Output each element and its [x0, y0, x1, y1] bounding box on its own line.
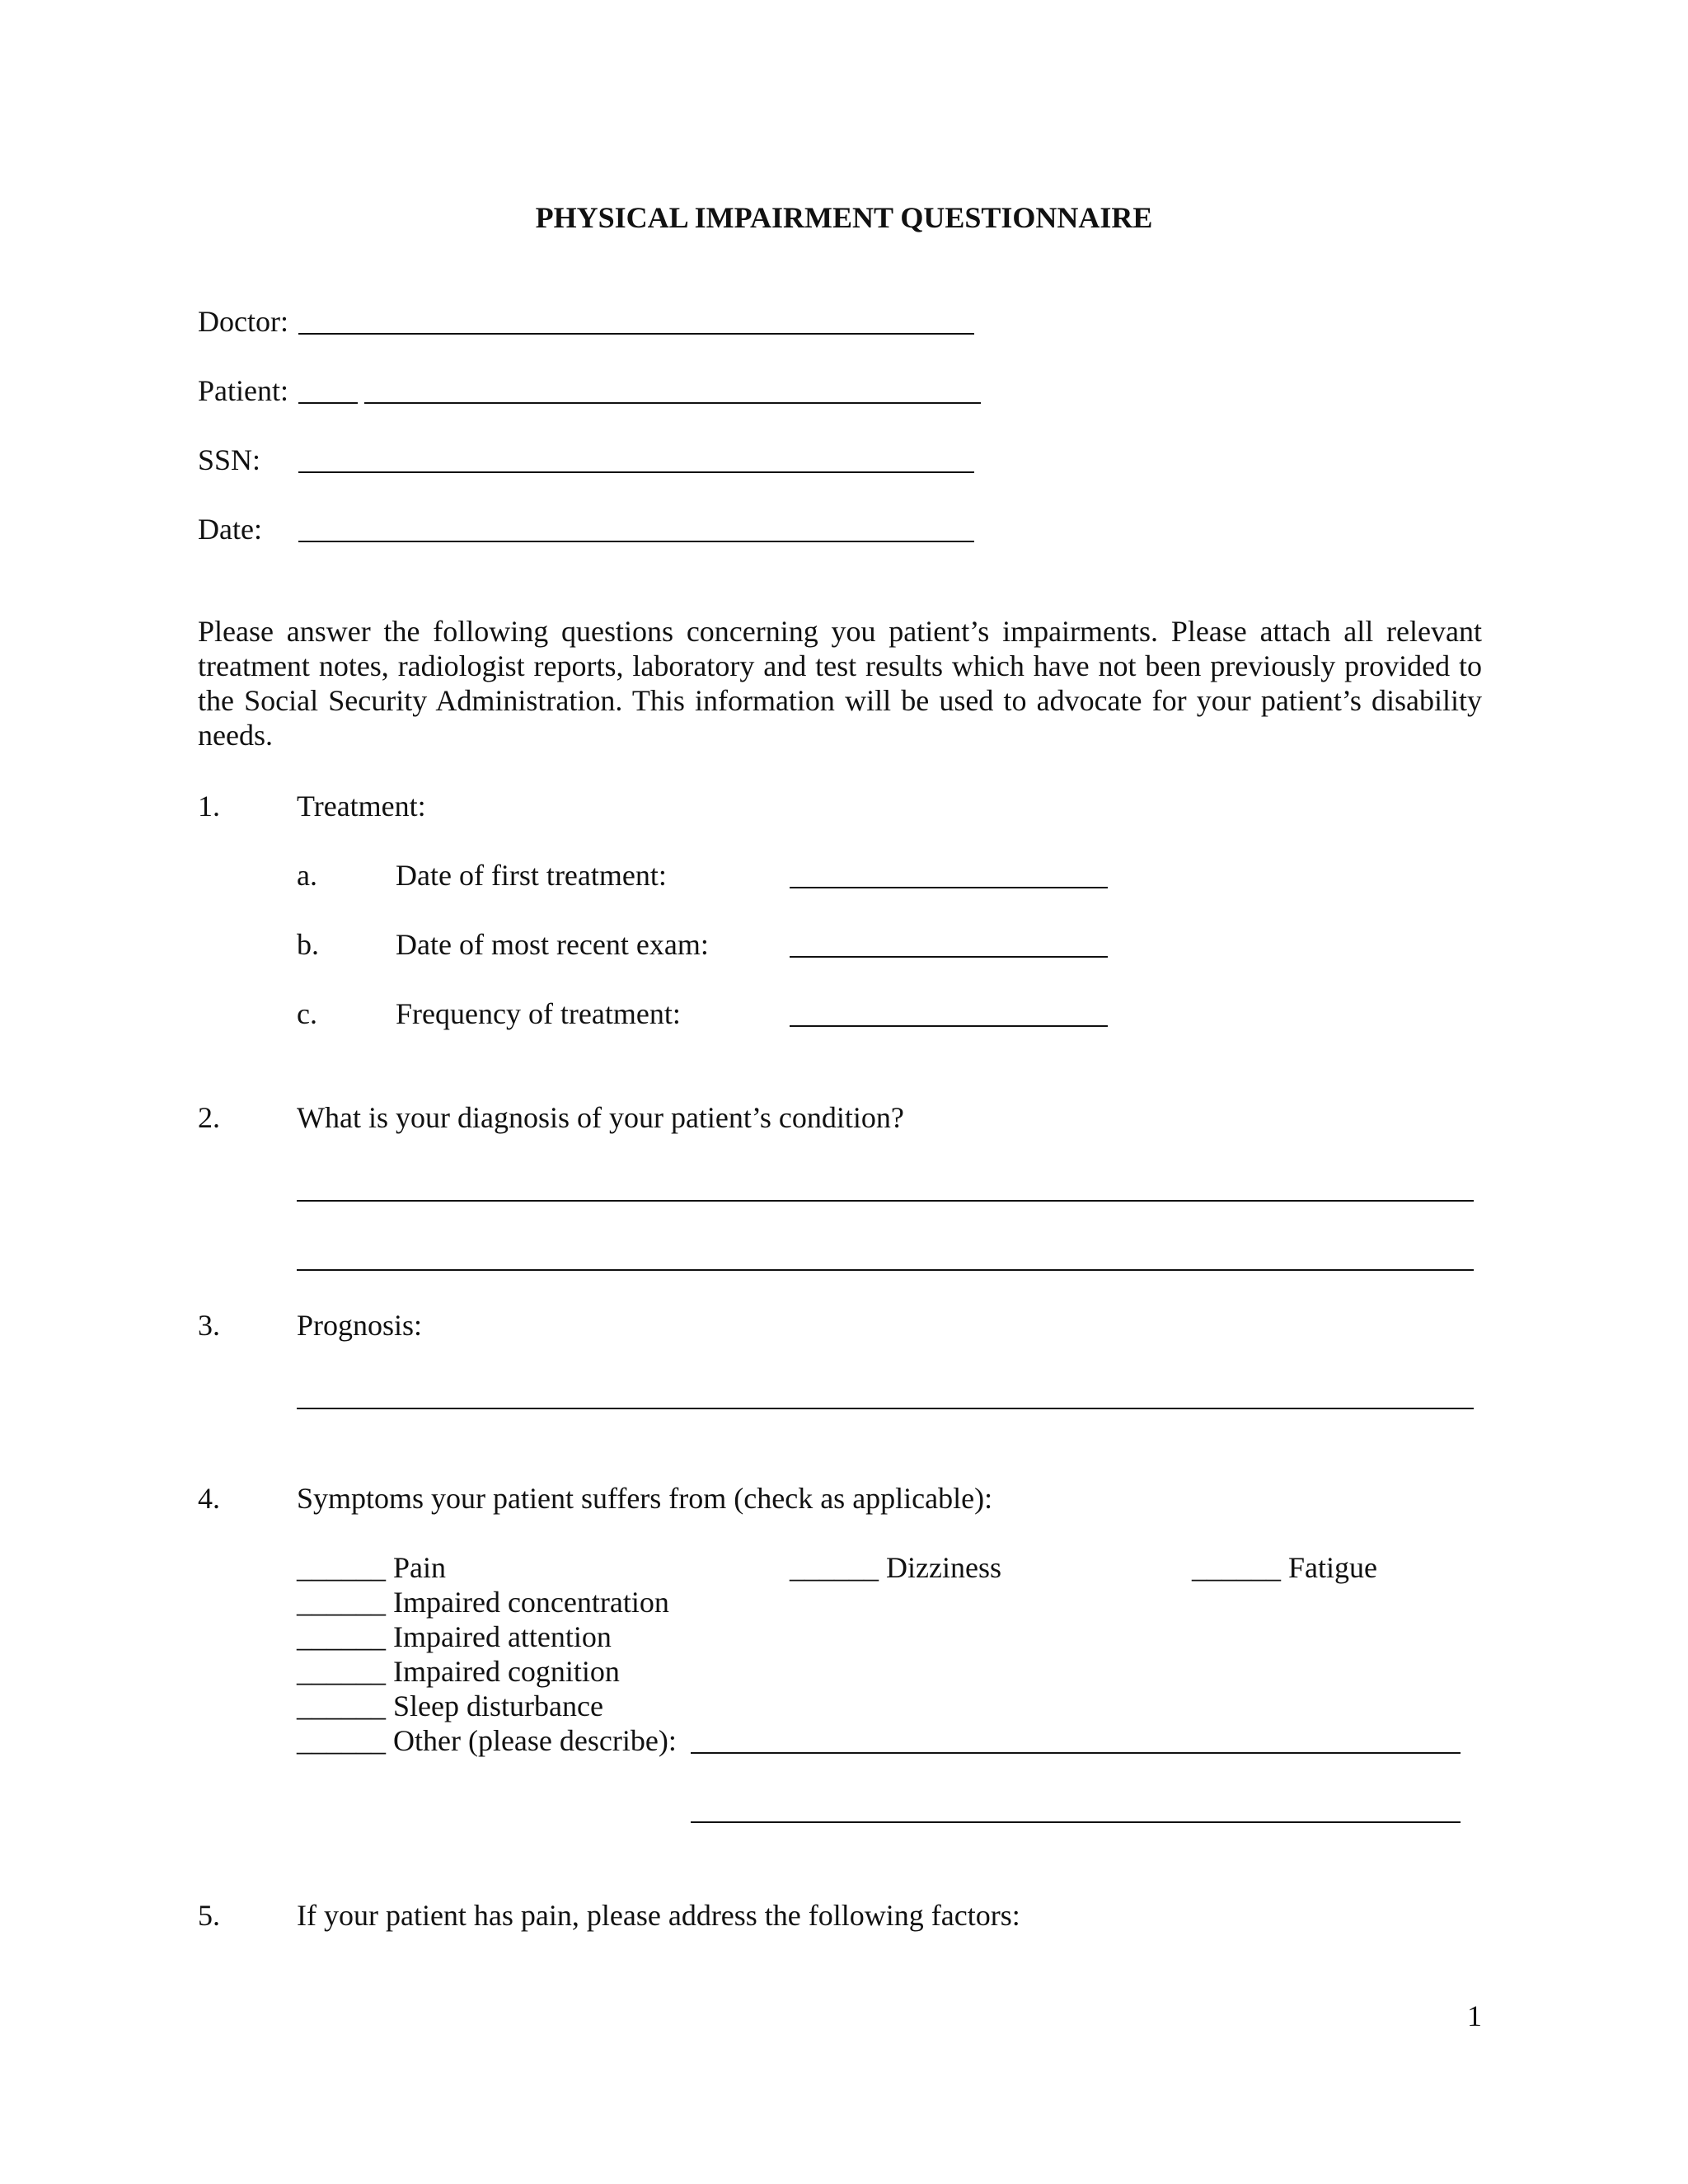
ssn-label: SSN: — [198, 443, 261, 476]
q2-label: What is your diagnosis of your patient’s condition? — [297, 1101, 904, 1134]
q5-number: 5. — [198, 1899, 220, 1932]
other-description-line-1[interactable] — [691, 1752, 1461, 1754]
sleep-checkbox-blank[interactable]: ______ — [297, 1690, 386, 1722]
date-field[interactable] — [298, 541, 974, 542]
pain-checkbox-blank[interactable]: ______ — [297, 1551, 386, 1584]
q1-number: 1. — [198, 790, 220, 823]
other-checkbox-blank[interactable]: ______ — [297, 1724, 386, 1757]
intro-paragraph: Please answer the following questions concerning you patient’s impairments. Please attach all relevant treatment notes, radiologist reports, laboratory and test results which have not been previously provided to the Social Security Administration. This information will be used to advocate for your patient’s disability needs. — [198, 615, 1482, 752]
q3-label: Prognosis: — [297, 1309, 423, 1342]
diagnosis-line-2[interactable] — [297, 1269, 1474, 1271]
patient-label: Patient: — [198, 374, 288, 407]
symptom-sleep[interactable] — [297, 1691, 603, 1721]
symptom-other[interactable] — [297, 1726, 677, 1755]
fatigue-checkbox-blank[interactable]: ______ — [1192, 1551, 1281, 1584]
cognition-checkbox-blank[interactable]: ______ — [297, 1655, 386, 1688]
patient-field-prefix[interactable] — [298, 402, 358, 404]
q2-number: 2. — [198, 1101, 220, 1134]
ssn-field[interactable] — [298, 471, 974, 473]
recent-exam-date-field[interactable] — [790, 956, 1108, 958]
treatment-frequency-field[interactable] — [790, 1025, 1108, 1027]
dizziness-label: Dizziness — [886, 1551, 1001, 1584]
attention-label: Impaired attention — [393, 1620, 612, 1653]
q1b-label: Date of most recent exam: — [396, 928, 709, 961]
diagnosis-line-1[interactable] — [297, 1200, 1474, 1202]
page-number: 1 — [1467, 1999, 1482, 2032]
attention-checkbox-blank[interactable]: ______ — [297, 1620, 386, 1653]
date-label: Date: — [198, 513, 262, 546]
symptom-attention[interactable] — [297, 1622, 612, 1652]
q1b-letter: b. — [297, 928, 319, 961]
dizziness-checkbox-blank[interactable]: ______ — [790, 1551, 879, 1584]
doctor-label: Doctor: — [198, 305, 288, 338]
symptom-cognition[interactable] — [297, 1657, 620, 1686]
sleep-label: Sleep disturbance — [393, 1690, 603, 1722]
q1a-letter: a. — [297, 859, 317, 892]
q3-number: 3. — [198, 1309, 220, 1342]
concentration-label: Impaired concentration — [393, 1586, 669, 1619]
q4-label: Symptoms your patient suffers from (check as applicable): — [297, 1482, 993, 1515]
fatigue-label: Fatigue — [1288, 1551, 1377, 1584]
symptom-concentration[interactable] — [297, 1587, 669, 1617]
q1a-label: Date of first treatment: — [396, 859, 667, 892]
other-description-line-2[interactable] — [691, 1821, 1461, 1823]
patient-field[interactable] — [364, 402, 981, 404]
q1-label: Treatment: — [297, 790, 426, 823]
cognition-label: Impaired cognition — [393, 1655, 620, 1688]
q5-label: If your patient has pain, please address the following factors: — [297, 1899, 1020, 1932]
symptom-dizziness[interactable] — [790, 1553, 1001, 1582]
symptom-fatigue[interactable] — [1192, 1553, 1377, 1582]
q4-number: 4. — [198, 1482, 220, 1515]
q1c-label: Frequency of treatment: — [396, 997, 681, 1030]
doctor-field[interactable] — [298, 333, 974, 335]
pain-label: Pain — [393, 1551, 447, 1584]
first-treatment-date-field[interactable] — [790, 887, 1108, 888]
page-title: PHYSICAL IMPAIRMENT QUESTIONNAIRE — [535, 201, 1153, 234]
concentration-checkbox-blank[interactable]: ______ — [297, 1586, 386, 1619]
other-label: Other (please describe): — [393, 1724, 677, 1757]
symptom-pain[interactable] — [297, 1553, 446, 1582]
q1c-letter: c. — [297, 997, 317, 1030]
prognosis-line[interactable] — [297, 1408, 1474, 1409]
